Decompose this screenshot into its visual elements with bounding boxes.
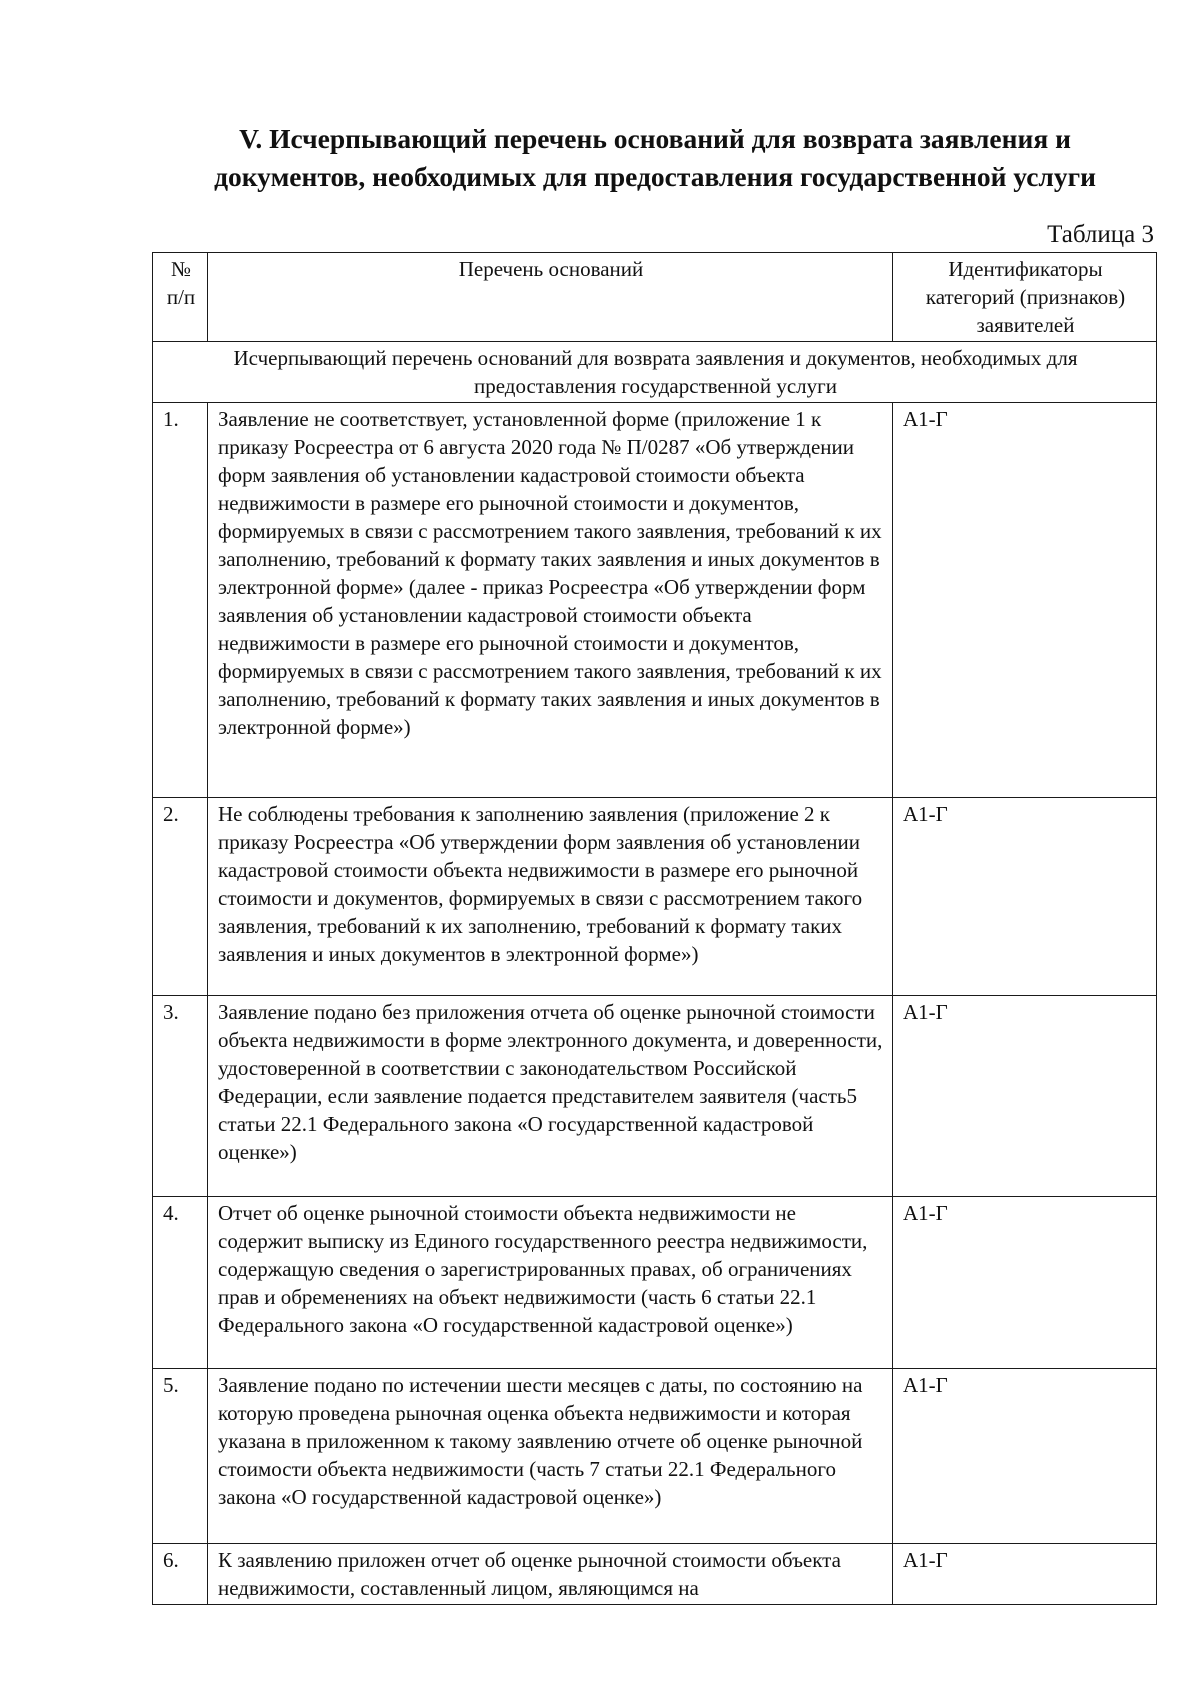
row-identifier: А1-Г bbox=[893, 1369, 1157, 1544]
row-number: 4. bbox=[153, 1197, 208, 1369]
table-number-label: Таблица 3 bbox=[1047, 221, 1154, 248]
row-number: 6. bbox=[153, 1544, 208, 1605]
table-header-row bbox=[153, 253, 1157, 342]
header-reasons: Перечень оснований bbox=[208, 253, 893, 342]
section-heading-line-1: V. Исчерпывающий перечень оснований для возврата заявления и bbox=[239, 123, 1071, 154]
table-row bbox=[153, 1544, 1157, 1605]
row-identifier: А1-Г bbox=[893, 798, 1157, 996]
row-number: 3. bbox=[153, 996, 208, 1197]
header-number: № п/п bbox=[153, 253, 208, 342]
row-reason-text: Заявление подано по истечении шести месяцев с даты, по состоянию на которую проведена рыночная оценка объекта недвижимости и которая указана в приложенном к такому заявлению отчете об оценке рыночной стоимости объекта недвижимости (часть 7 статьи 22.1 Федерального закона «О государственной кадастровой оценке») bbox=[208, 1369, 893, 1544]
section-title-row bbox=[153, 342, 1157, 403]
section-title-cell: Исчерпывающий перечень оснований для возврата заявления и документов, необходимых для предоставления государственной услуги bbox=[153, 342, 1157, 403]
row-reason-text: Не соблюдены требования к заполнению заявления (приложение 2 к приказу Росреестра «Об утверждении форм заявления об установлении кадастровой стоимости объекта недвижимости в размере его рыночной стоимости и документов, формируемых в связи с рассмотрением такого заявления, требований к их заполнению, требований к формату таких заявления и иных документов в электронной форме») bbox=[208, 798, 893, 996]
row-identifier: А1-Г bbox=[893, 1197, 1157, 1369]
reasons-table bbox=[152, 252, 1157, 1605]
row-reason-text: Заявление подано без приложения отчета об оценке рыночной стоимости объекта недвижимости в форме электронного документа, и доверенности, удостоверенной в соответствии с законодательством Российской Федерации, если заявление подается представителем заявителя (часть5 статьи 22.1 Федерального закона «О государственной кадастровой оценке») bbox=[208, 996, 893, 1197]
table-row bbox=[153, 1197, 1157, 1369]
row-identifier: А1-Г bbox=[893, 1544, 1157, 1605]
header-identifiers: Идентификаторы категорий (признаков) заявителей bbox=[893, 253, 1157, 342]
row-identifier: А1-Г bbox=[893, 403, 1157, 798]
table-row bbox=[153, 403, 1157, 798]
row-identifier: А1-Г bbox=[893, 996, 1157, 1197]
row-reason-text: Заявление не соответствует, установленной форме (приложение 1 к приказу Росреестра от 6 августа 2020 года № П/0287 «Об утверждении форм заявления об установлении кадастровой стоимости объекта недвижимости в размере его рыночной стоимости и документов, формируемых в связи с рассмотрением такого заявления, требований к их заполнению, требований к формату таких заявления и иных документов в электронной форме» (далее - приказ Росреестра «Об утверждении форм заявления об установлении кадастровой стоимости объекта недвижимости в размере его рыночной стоимости и документов, формируемых в связи с рассмотрением такого заявления, требований к их заполнению, требований к формату таких заявления и иных документов в электронной форме») bbox=[208, 403, 893, 798]
row-number: 2. bbox=[153, 798, 208, 996]
row-reason-text: Отчет об оценке рыночной стоимости объекта недвижимости не содержит выписку из Единого государственного реестра недвижимости, содержащую сведения о зарегистрированных правах, об ограничениях прав и обременениях на объект недвижимости (часть 6 статьи 22.1 Федерального закона «О государственной кадастровой оценке») bbox=[208, 1197, 893, 1369]
row-number: 1. bbox=[153, 403, 208, 798]
table-row bbox=[153, 798, 1157, 996]
section-heading bbox=[150, 120, 1160, 196]
table-row bbox=[153, 996, 1157, 1197]
table-row bbox=[153, 1369, 1157, 1544]
section-heading-line-2: документов, необходимых для предоставления государственной услуги bbox=[214, 161, 1096, 192]
row-reason-text: К заявлению приложен отчет об оценке рыночной стоимости объекта недвижимости, составленный лицом, являющимся на bbox=[208, 1544, 893, 1605]
row-number: 5. bbox=[153, 1369, 208, 1544]
